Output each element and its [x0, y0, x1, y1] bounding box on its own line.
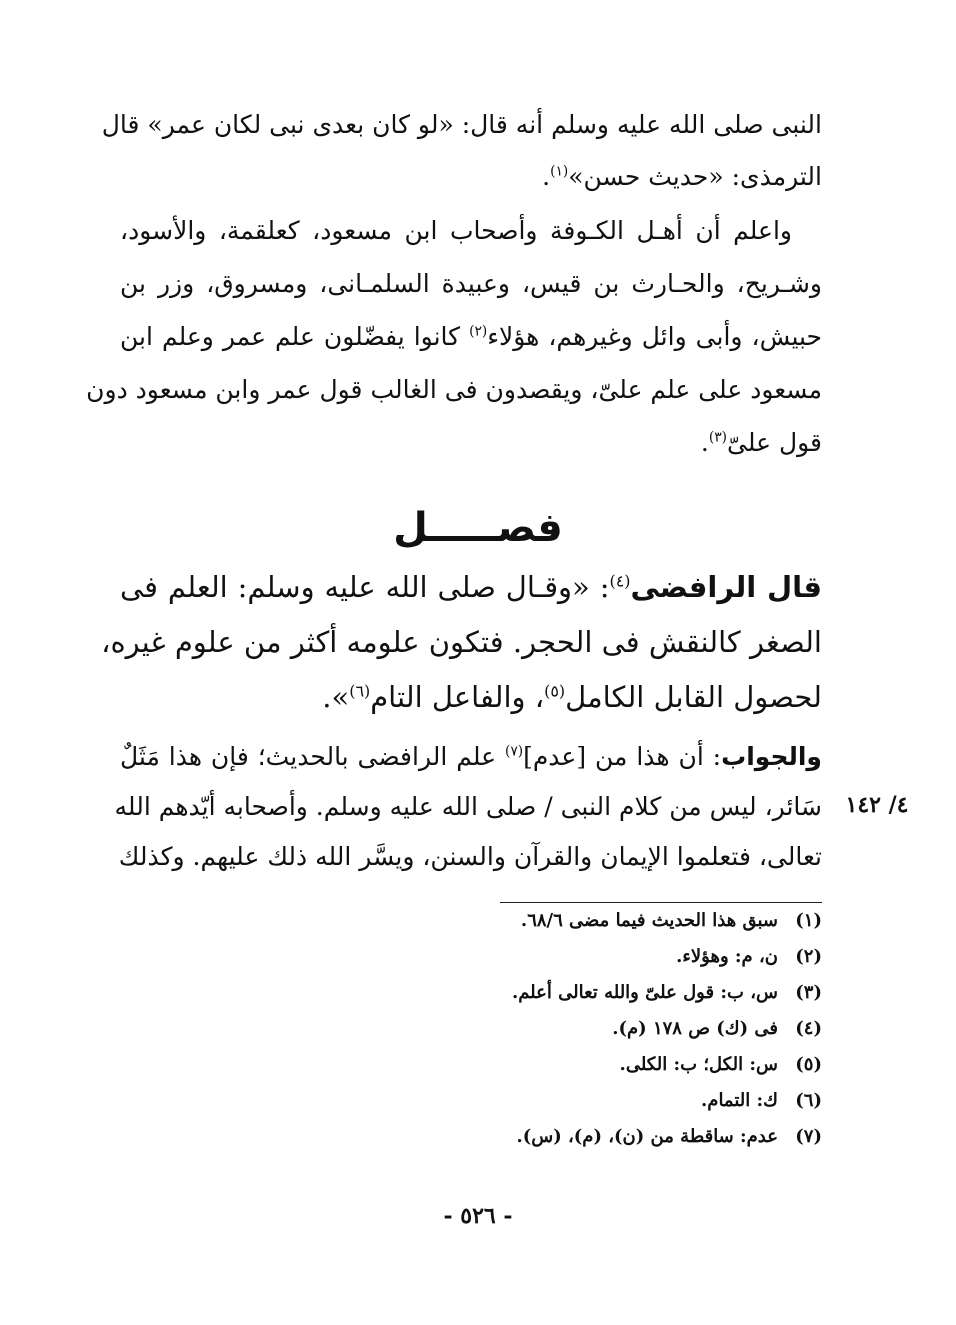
section-heading: فصـــــل	[393, 505, 563, 551]
p1-line-1: النبى صلى الله عليه وسلم أنه قال: «لو كان بعدى نبى لكان عمر» قال	[101, 110, 822, 139]
p4-line-1-b: علم الرافضى بالحديث؛ فإن هذا مَثَلٌ	[120, 742, 505, 771]
footnote-text: س، ب: قول علىّ والله تعالى أعلم.	[511, 982, 778, 1003]
footnote-3	[512, 982, 822, 1003]
p2-line-5-text: قول علىّ	[726, 428, 822, 457]
footnote-text: سبق هذا الحديث فيما مضى ٦٨/٦.	[520, 910, 778, 931]
footnote-ref-4: (٤)	[609, 571, 631, 591]
p2-line-5-end: .	[700, 428, 709, 457]
p2-line-3-text: حبيش، وأبى وائل وغيرهم، هؤلاء	[487, 322, 822, 351]
p3-line-3-end: ».	[322, 680, 350, 714]
p3-line-3-a: لحصول القابل الكامل	[565, 680, 822, 714]
footnote-ref-3: (٣)	[708, 429, 727, 446]
p3-line-1	[120, 570, 822, 604]
footnote-number: (٦)	[795, 1090, 822, 1111]
p1-line-2-end: .	[542, 162, 551, 191]
footnote-text: ك: التمام.	[701, 1090, 778, 1111]
footnote-divider	[500, 902, 822, 903]
footnote-7	[516, 1126, 822, 1147]
p2-line-3	[120, 322, 822, 351]
p2-line-4: مسعود على علم علىّ، ويقصدون فى الغالب قول عمر وابن مسعود دون	[86, 375, 822, 404]
p4-line-1-a: : أن هذا من [عدم]	[523, 742, 722, 771]
page-number: - ٥٢٦ -	[443, 1203, 513, 1229]
footnote-number: (٢)	[795, 946, 822, 967]
footnote-number: (١)	[795, 910, 822, 931]
footnote-ref-7: (٧)	[504, 743, 524, 760]
footnote-2	[676, 946, 822, 967]
footnote-number: (٧)	[795, 1126, 822, 1147]
footnote-ref-1: (١)	[550, 163, 569, 180]
footnote-text: فى (ك) ص ١٧٨ (م).	[612, 1018, 778, 1039]
p3-line-1-rest: : «وقـال صلى الله عليه وسلم: العلم فى	[120, 570, 610, 604]
p2-line-5	[120, 428, 822, 457]
p3-line-3	[120, 680, 822, 714]
p2-line-2: وشـريح، والحـارث بن قيس، وعبيدة السلمـانى، ومسروق، وزر بن	[120, 269, 822, 298]
footnote-ref-5: (٥)	[544, 681, 566, 701]
p4-line-2: سَائر، ليس من كلام النبى / صلى الله عليه وسلم. وأصحابه أيّدهم الله	[114, 792, 822, 821]
p3-line-2: الصغر كالنقش فى الحجر. فتكون علومه أكثر من علوم غيره،	[101, 625, 822, 659]
p2-line-1: واعلم أن أهـل الكـوفة وأصحاب ابن مسعود، كعلقمة، والأسود،	[120, 216, 792, 245]
p4-line-3: تعالى، فتعلموا الإيمان والقرآن والسنن، ويسَّر الله ذلك عليهم. وكذلك	[118, 842, 822, 871]
p4-line-1	[120, 742, 822, 771]
footnote-ref-2: (٢)	[469, 323, 488, 340]
footnote-1	[521, 910, 822, 931]
footnote-number: (٤)	[795, 1018, 822, 1039]
speaker-label: قال الرافضى	[630, 570, 822, 604]
p2-line-3-rest: كانوا يفضّلون علم عمر وعلم ابن	[120, 322, 470, 351]
footnote-5	[620, 1054, 822, 1075]
footnote-text: ن، م: وهؤلاء.	[676, 946, 778, 967]
p1-line-2	[120, 162, 822, 191]
margin-page-reference: ٤/ ١٤٢	[845, 792, 909, 818]
p1-line-2-text: الترمذى: «حديث حسن»	[568, 162, 822, 191]
footnote-text: عدم: ساقطة من (ن)، (م)، (س).	[516, 1126, 778, 1147]
footnote-number: (٥)	[795, 1054, 822, 1075]
p3-line-3-b: ، والفاعل التام	[370, 680, 545, 714]
footnote-ref-6: (٦)	[349, 681, 371, 701]
footnote-text: س: الكل؛ ب: الكلى.	[619, 1054, 778, 1075]
footnote-6	[701, 1090, 822, 1111]
footnote-4	[612, 1018, 822, 1039]
footnote-number: (٣)	[795, 982, 822, 1003]
answer-label: والجواب	[721, 742, 822, 771]
